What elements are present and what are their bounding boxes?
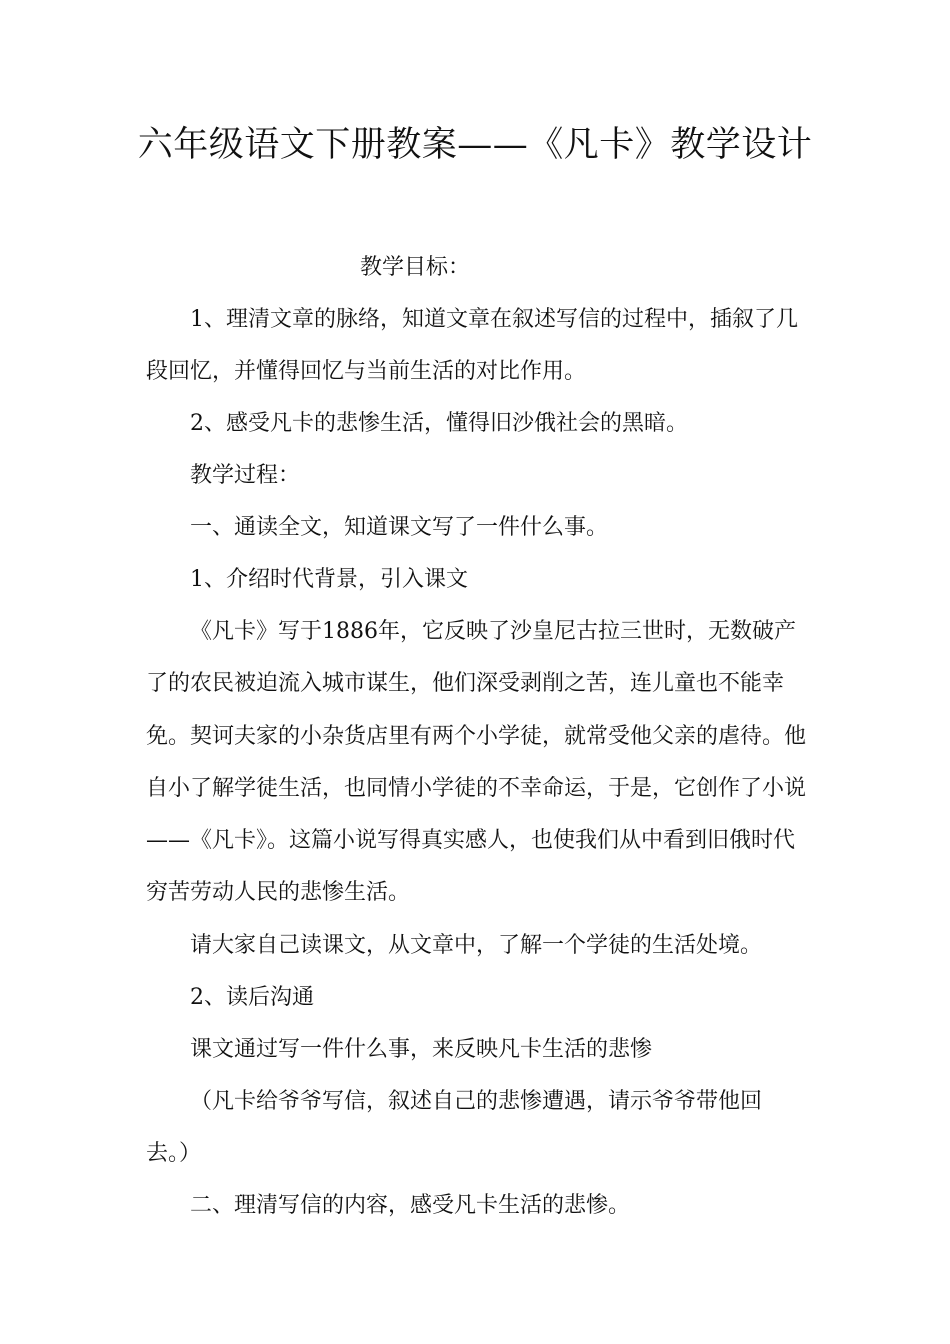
instruction-paragraph: 请大家自己读课文，从文章中，了解一个学徒的生活处境。: [190, 933, 763, 958]
section-2-heading: 二、理清写信的内容，感受凡卡生活的悲惨。: [190, 1193, 631, 1218]
question-paragraph: 课文通过写一件什么事，来反映凡卡生活的悲惨: [190, 1037, 653, 1062]
background-paragraph: 《凡卡》写于1886年，它反映了沙皇尼古拉三世时，无数破产了的农民被迫流入城市谋生，他们深受剥削之苦，连儿童也不能幸免。契诃夫家的小杂货店里有两个小学徒，就常受他父亲的虐待。他自小了解学徒生活，也同情小学徒的不幸命运，于是，它创作了小说——《凡卡》。这篇小说写得真实感人，也使我们从中看到旧俄时代穷苦劳动人民的悲惨生活。: [146, 619, 807, 906]
goal-2: 2、感受凡卡的悲惨生活，懂得旧沙俄社会的黑暗。: [190, 411, 688, 436]
answer-paragraph: （凡卡给爷爷写信，叙述自己的悲惨遭遇，请示爷爷带他回去。）: [146, 1089, 763, 1167]
step-1-heading: 1、介绍时代背景，引入课文: [190, 567, 468, 592]
section-1-heading: 一、通读全文，知道课文写了一件什么事。: [190, 515, 609, 540]
document-title: 六年级语文下册教案——《凡卡》教学设计: [137, 125, 813, 165]
process-heading: 教学过程：: [190, 463, 301, 488]
goal-1: 1、理清文章的脉络，知道文章在叙述写信的过程中，插叙了几段回忆，并懂得回忆与当前生活的对比作用。: [146, 307, 798, 385]
step-2-heading: 2、读后沟通: [190, 985, 314, 1010]
goals-heading: 教学目标：: [360, 255, 471, 280]
